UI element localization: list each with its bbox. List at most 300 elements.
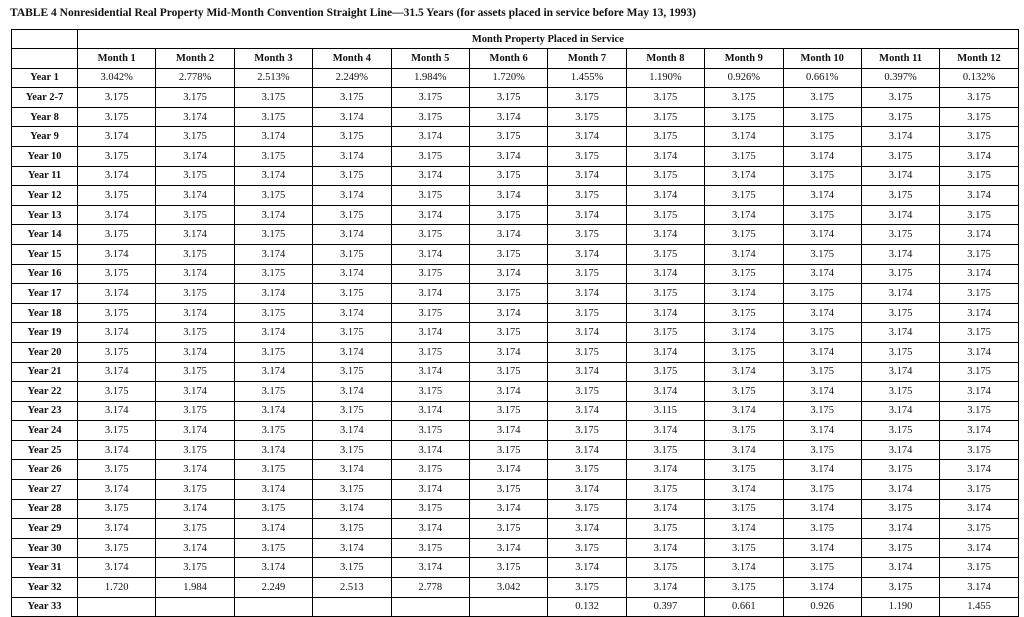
row-label: Year 19	[12, 323, 78, 343]
column-header: Month 8	[626, 49, 704, 69]
table-cell: 3.174	[626, 499, 704, 519]
table-cell: 3.174	[469, 264, 547, 284]
table-cell: 3.174	[705, 480, 783, 500]
table-cell: 3.175	[78, 421, 156, 441]
table-cell: 3.175	[940, 558, 1018, 578]
column-header: Month 6	[469, 49, 547, 69]
table-cell: 3.175	[861, 88, 939, 108]
table-cell: 3.175	[469, 519, 547, 539]
table-cell: 3.174	[234, 440, 312, 460]
table-cell: 3.175	[78, 538, 156, 558]
table-cell: 3.175	[548, 460, 626, 480]
table-cell: 3.174	[940, 382, 1018, 402]
table-cell: 3.175	[234, 264, 312, 284]
table-cell: 3.174	[234, 558, 312, 578]
table-row	[12, 597, 1019, 617]
row-label: Year 17	[12, 284, 78, 304]
table-cell: 3.174	[78, 519, 156, 539]
table-cell: 3.174	[156, 342, 234, 362]
table-row	[12, 205, 1019, 225]
table-cell: 3.174	[940, 578, 1018, 598]
table-cell: 3.174	[391, 480, 469, 500]
table-cell: 3.174	[234, 205, 312, 225]
table-cell: 3.174	[78, 284, 156, 304]
table-row	[12, 146, 1019, 166]
table-cell: 3.175	[548, 225, 626, 245]
table-cell: 3.175	[313, 127, 391, 147]
table-cell: 3.174	[469, 186, 547, 206]
row-label: Year 23	[12, 401, 78, 421]
row-label: Year 12	[12, 186, 78, 206]
table-row	[12, 538, 1019, 558]
table-cell: 1.984	[156, 578, 234, 598]
table-cell: 0.397%	[861, 68, 939, 88]
table-cell: 3.174	[783, 460, 861, 480]
table-cell: 2.513	[313, 578, 391, 598]
table-cell: 3.174	[78, 558, 156, 578]
table-row	[12, 421, 1019, 441]
table-cell: 3.175	[940, 127, 1018, 147]
table-cell: 3.174	[705, 323, 783, 343]
table-cell: 3.175	[78, 342, 156, 362]
table-cell: 3.175	[940, 166, 1018, 186]
row-label: Year 31	[12, 558, 78, 578]
table-cell: 3.174	[861, 244, 939, 264]
table-cell: 3.175	[156, 88, 234, 108]
table-cell: 3.175	[234, 460, 312, 480]
row-label: Year 20	[12, 342, 78, 362]
table-cell: 3.174	[469, 225, 547, 245]
table-cell: 3.174	[78, 127, 156, 147]
table-cell: 3.175	[783, 127, 861, 147]
table-cell: 3.175	[705, 88, 783, 108]
table-cell: 3.175	[626, 558, 704, 578]
table-cell: 3.175	[626, 166, 704, 186]
table-row	[12, 499, 1019, 519]
table-cell: 1.190%	[626, 68, 704, 88]
table-cell: 3.174	[313, 460, 391, 480]
table-cell: 3.175	[391, 460, 469, 480]
table-cell: 3.175	[626, 519, 704, 539]
table-cell: 3.174	[861, 127, 939, 147]
table-cell: 3.174	[626, 303, 704, 323]
table-cell: 3.175	[313, 480, 391, 500]
table-cell: 3.174	[548, 440, 626, 460]
table-row	[12, 519, 1019, 539]
table-cell: 3.174	[78, 480, 156, 500]
table-cell: 3.174	[783, 225, 861, 245]
table-cell: 3.174	[548, 244, 626, 264]
table-cell: 3.175	[469, 244, 547, 264]
table-cell: 3.175	[313, 401, 391, 421]
table-cell: 3.174	[940, 225, 1018, 245]
depreciation-table	[11, 29, 1019, 617]
table-cell: 3.175	[861, 578, 939, 598]
table-cell: 3.175	[156, 284, 234, 304]
table-cell: 0.132%	[940, 68, 1018, 88]
table-cell: 3.175	[234, 146, 312, 166]
column-header: Month 11	[861, 49, 939, 69]
table-cell: 3.174	[548, 362, 626, 382]
table-cell: 3.174	[313, 421, 391, 441]
table-cell: 3.174	[783, 264, 861, 284]
row-label: Year 29	[12, 519, 78, 539]
table-cell: 3.174	[234, 244, 312, 264]
table-cell: 0.132	[548, 597, 626, 617]
table-cell: 3.174	[705, 166, 783, 186]
table-cell	[313, 597, 391, 617]
table-cell: 3.174	[156, 460, 234, 480]
table-cell: 3.175	[156, 440, 234, 460]
table-cell: 3.175	[626, 107, 704, 127]
table-cell: 3.174	[548, 480, 626, 500]
table-cell: 3.042	[469, 578, 547, 598]
row-label: Year 11	[12, 166, 78, 186]
table-cell: 3.174	[234, 127, 312, 147]
table-cell: 3.175	[469, 558, 547, 578]
table-cell: 3.175	[940, 401, 1018, 421]
table-cell: 3.175	[391, 186, 469, 206]
table-cell: 3.174	[626, 186, 704, 206]
column-header: Month 10	[783, 49, 861, 69]
row-label: Year 2-7	[12, 88, 78, 108]
table-cell: 3.174	[548, 519, 626, 539]
table-cell: 3.174	[940, 421, 1018, 441]
table-cell: 3.175	[626, 323, 704, 343]
table-cell: 3.175	[78, 88, 156, 108]
table-cell: 3.175	[391, 303, 469, 323]
table-cell: 3.175	[783, 401, 861, 421]
table-cell: 3.175	[705, 342, 783, 362]
group-header: Month Property Placed in Service	[78, 30, 1019, 49]
table-cell: 3.174	[469, 460, 547, 480]
table-cell: 3.174	[861, 284, 939, 304]
table-cell	[78, 597, 156, 617]
table-cell: 3.174	[469, 107, 547, 127]
table-cell: 3.174	[156, 303, 234, 323]
table-cell: 1.190	[861, 597, 939, 617]
table-cell: 3.174	[391, 362, 469, 382]
table-cell: 3.174	[783, 382, 861, 402]
row-label: Year 8	[12, 107, 78, 127]
table-cell: 3.175	[313, 284, 391, 304]
table-cell: 3.175	[626, 88, 704, 108]
table-cell: 3.174	[391, 127, 469, 147]
table-cell: 3.175	[548, 342, 626, 362]
table-cell: 3.175	[626, 127, 704, 147]
table-cell: 3.175	[548, 107, 626, 127]
table-row	[12, 460, 1019, 480]
table-cell: 3.175	[861, 342, 939, 362]
table-cell: 3.174	[156, 146, 234, 166]
table-cell: 3.174	[391, 166, 469, 186]
row-label: Year 9	[12, 127, 78, 147]
table-cell: 3.175	[234, 499, 312, 519]
row-label: Year 32	[12, 578, 78, 598]
table-cell: 0.661%	[783, 68, 861, 88]
table-cell: 3.175	[861, 303, 939, 323]
table-cell: 3.175	[78, 460, 156, 480]
table-row	[12, 186, 1019, 206]
table-cell: 3.175	[548, 264, 626, 284]
table-cell: 3.174	[313, 264, 391, 284]
table-cell: 1.984%	[391, 68, 469, 88]
table-cell: 3.174	[391, 323, 469, 343]
table-row	[12, 323, 1019, 343]
table-cell: 3.175	[548, 382, 626, 402]
table-row	[12, 303, 1019, 323]
table-cell: 3.175	[783, 323, 861, 343]
table-cell: 3.175	[469, 323, 547, 343]
table-cell: 3.174	[940, 146, 1018, 166]
table-cell: 3.174	[469, 342, 547, 362]
table-cell: 3.174	[469, 146, 547, 166]
table-cell: 3.175	[783, 244, 861, 264]
table-cell: 3.174	[626, 225, 704, 245]
row-label: Year 10	[12, 146, 78, 166]
table-cell: 1.455	[940, 597, 1018, 617]
table-cell	[234, 597, 312, 617]
table-cell: 3.175	[391, 107, 469, 127]
row-label: Year 30	[12, 538, 78, 558]
column-header: Month 1	[78, 49, 156, 69]
table-cell: 3.175	[626, 362, 704, 382]
table-row	[12, 225, 1019, 245]
table-cell: 3.174	[234, 519, 312, 539]
table-cell: 3.174	[391, 558, 469, 578]
table-cell: 3.174	[548, 401, 626, 421]
row-label: Year 25	[12, 440, 78, 460]
table-cell: 3.174	[783, 499, 861, 519]
corner-cell	[12, 30, 78, 49]
depreciation-table-container	[11, 29, 1018, 617]
table-cell: 3.174	[861, 205, 939, 225]
table-cell: 3.175	[313, 558, 391, 578]
group-header-row	[12, 30, 1019, 49]
corner-cell-lower	[12, 49, 78, 69]
table-cell: 3.175	[705, 264, 783, 284]
row-label: Year 13	[12, 205, 78, 225]
table-cell: 3.174	[940, 264, 1018, 284]
table-cell: 3.174	[861, 558, 939, 578]
table-cell: 3.174	[783, 146, 861, 166]
table-cell: 3.175	[548, 186, 626, 206]
table-cell: 2.249%	[313, 68, 391, 88]
table-row	[12, 107, 1019, 127]
table-cell	[156, 597, 234, 617]
table-row	[12, 244, 1019, 264]
table-cell: 3.175	[156, 401, 234, 421]
table-cell: 3.174	[469, 382, 547, 402]
table-cell: 3.174	[705, 284, 783, 304]
table-cell: 3.175	[940, 107, 1018, 127]
table-cell: 3.175	[234, 303, 312, 323]
table-cell: 3.174	[705, 362, 783, 382]
table-cell: 3.174	[313, 342, 391, 362]
table-cell: 3.174	[469, 421, 547, 441]
table-cell: 3.175	[313, 440, 391, 460]
table-cell: 3.175	[940, 205, 1018, 225]
table-cell: 1.720	[78, 578, 156, 598]
table-cell: 3.174	[391, 205, 469, 225]
row-label: Year 22	[12, 382, 78, 402]
table-cell: 3.175	[705, 538, 783, 558]
table-cell: 3.174	[548, 323, 626, 343]
table-cell: 3.175	[78, 225, 156, 245]
table-cell: 3.175	[940, 323, 1018, 343]
table-cell: 3.175	[940, 244, 1018, 264]
table-cell: 2.249	[234, 578, 312, 598]
table-cell: 3.175	[705, 225, 783, 245]
row-label: Year 16	[12, 264, 78, 284]
table-cell: 3.175	[78, 146, 156, 166]
table-cell: 3.174	[626, 146, 704, 166]
table-cell: 3.175	[548, 421, 626, 441]
table-cell: 3.174	[156, 382, 234, 402]
table-cell: 3.175	[469, 127, 547, 147]
row-label: Year 28	[12, 499, 78, 519]
table-cell: 0.926%	[705, 68, 783, 88]
table-cell: 3.174	[940, 342, 1018, 362]
table-cell: 3.175	[626, 284, 704, 304]
table-cell: 3.174	[234, 166, 312, 186]
table-cell: 3.175	[705, 578, 783, 598]
table-cell: 3.175	[156, 558, 234, 578]
table-cell: 3.175	[548, 88, 626, 108]
row-label: Year 14	[12, 225, 78, 245]
table-cell: 3.174	[78, 244, 156, 264]
table-cell: 3.175	[156, 244, 234, 264]
table-cell: 3.175	[313, 244, 391, 264]
table-cell: 3.174	[626, 342, 704, 362]
table-cell: 3.175	[940, 88, 1018, 108]
table-cell: 3.175	[548, 303, 626, 323]
table-cell: 3.174	[626, 460, 704, 480]
table-cell: 3.174	[548, 205, 626, 225]
table-cell: 3.175	[940, 284, 1018, 304]
table-cell: 3.174	[78, 166, 156, 186]
column-header-row	[12, 49, 1019, 69]
table-row	[12, 440, 1019, 460]
table-cell: 3.175	[783, 558, 861, 578]
table-cell: 3.174	[626, 538, 704, 558]
table-cell: 3.175	[705, 421, 783, 441]
table-cell: 3.175	[469, 362, 547, 382]
table-cell: 3.175	[391, 421, 469, 441]
table-cell: 3.174	[861, 480, 939, 500]
table-cell: 3.174	[78, 205, 156, 225]
table-cell: 3.174	[783, 421, 861, 441]
table-cell: 3.175	[234, 88, 312, 108]
table-cell: 3.174	[626, 382, 704, 402]
table-cell: 3.175	[469, 480, 547, 500]
table-cell: 3.175	[234, 382, 312, 402]
table-row	[12, 284, 1019, 304]
table-row	[12, 382, 1019, 402]
table-cell: 3.174	[313, 303, 391, 323]
row-label: Year 18	[12, 303, 78, 323]
table-cell: 3.174	[234, 480, 312, 500]
table-cell: 3.175	[156, 127, 234, 147]
table-cell: 3.174	[78, 362, 156, 382]
table-cell: 3.174	[940, 460, 1018, 480]
table-cell: 3.175	[78, 499, 156, 519]
table-cell: 3.174	[861, 362, 939, 382]
row-label: Year 15	[12, 244, 78, 264]
table-cell: 3.175	[861, 382, 939, 402]
table-cell: 3.174	[861, 440, 939, 460]
table-cell: 3.175	[705, 382, 783, 402]
table-cell: 3.175	[548, 578, 626, 598]
table-cell: 3.175	[78, 186, 156, 206]
table-cell: 3.175	[861, 264, 939, 284]
table-cell: 3.175	[705, 303, 783, 323]
table-cell: 3.175	[548, 146, 626, 166]
table-cell: 3.175	[940, 519, 1018, 539]
table-row	[12, 166, 1019, 186]
table-cell: 3.175	[234, 186, 312, 206]
table-row	[12, 558, 1019, 578]
table-cell: 3.175	[940, 440, 1018, 460]
table-cell: 3.174	[861, 166, 939, 186]
table-cell: 3.174	[783, 578, 861, 598]
table-cell: 3.174	[626, 264, 704, 284]
table-cell: 3.174	[156, 186, 234, 206]
table-cell: 3.175	[313, 362, 391, 382]
table-cell: 3.175	[861, 499, 939, 519]
table-cell: 3.175	[469, 440, 547, 460]
table-cell: 3.175	[391, 264, 469, 284]
table-cell: 3.175	[861, 107, 939, 127]
table-cell: 3.175	[940, 480, 1018, 500]
table-cell: 3.174	[626, 421, 704, 441]
column-header: Month 9	[705, 49, 783, 69]
table-cell: 3.174	[940, 303, 1018, 323]
table-cell: 3.174	[78, 401, 156, 421]
table-cell: 3.174	[78, 440, 156, 460]
table-cell: 3.175	[156, 519, 234, 539]
table-cell: 3.175	[313, 205, 391, 225]
table-cell: 3.175	[783, 480, 861, 500]
row-label: Year 33	[12, 597, 78, 617]
column-header: Month 2	[156, 49, 234, 69]
table-cell: 3.042%	[78, 68, 156, 88]
table-cell: 3.174	[313, 186, 391, 206]
table-cell: 3.175	[78, 107, 156, 127]
table-cell: 3.175	[705, 186, 783, 206]
table-cell: 3.174	[391, 244, 469, 264]
table-cell: 3.174	[391, 284, 469, 304]
table-cell: 3.174	[156, 538, 234, 558]
column-header: Month 5	[391, 49, 469, 69]
table-cell: 3.175	[313, 323, 391, 343]
table-cell: 3.174	[705, 519, 783, 539]
table-cell: 1.455%	[548, 68, 626, 88]
table-cell: 3.175	[234, 538, 312, 558]
table-cell: 3.175	[391, 538, 469, 558]
table-cell: 3.174	[783, 342, 861, 362]
table-cell: 3.174	[391, 519, 469, 539]
table-cell: 3.175	[783, 362, 861, 382]
table-cell: 2.778%	[156, 68, 234, 88]
table-cell: 3.175	[861, 460, 939, 480]
table-cell: 3.175	[391, 225, 469, 245]
table-cell: 3.175	[78, 264, 156, 284]
table-cell: 3.174	[156, 499, 234, 519]
table-cell: 0.926	[783, 597, 861, 617]
table-cell: 3.175	[940, 362, 1018, 382]
table-cell: 3.175	[626, 205, 704, 225]
